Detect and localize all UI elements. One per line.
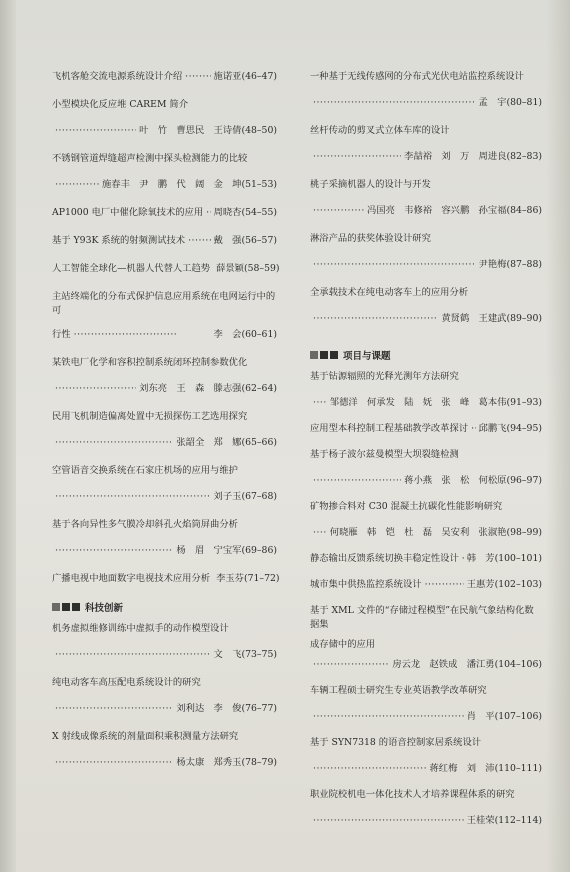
toc-entry <box>52 622 277 662</box>
toc-right-column <box>310 70 542 840</box>
entry-title: 一种基于无线传感网的分布式光伏电站监控系统设计 <box>310 71 524 82</box>
leader-dots <box>74 328 211 342</box>
entry-title: 基于 SYN7318 的语音控制家居系统设计 <box>310 737 482 748</box>
entry-title: 机务虚拟维修训练中虚拟手的动作模型设计 <box>52 623 229 634</box>
entry-authors: 薛景颖 <box>216 263 244 274</box>
section-marker-icon <box>62 603 70 611</box>
entry-pages: (69–86) <box>241 545 277 556</box>
leader-dots <box>55 178 99 192</box>
toc-entry <box>52 572 280 586</box>
entry-title: X 射线成像系统的剂量面积乘积测量方法研究 <box>52 731 239 742</box>
toc-entry <box>310 500 542 540</box>
toc-entry <box>310 286 542 326</box>
toc-entry <box>310 70 542 110</box>
section-header-xiangmu <box>310 348 542 362</box>
entry-pages: (91–93) <box>506 397 542 408</box>
entry-title: 基于杨子波尔兹曼模型大坝裂缝检测 <box>310 449 459 460</box>
leader-dots <box>55 544 173 558</box>
toc-entry <box>52 518 277 558</box>
entry-title: 广播电视中地面数字电视技术应用分析 <box>52 573 211 584</box>
entry-authors: 刘子玉 <box>213 491 242 502</box>
leader-dots <box>185 70 210 84</box>
leader-dots <box>55 648 211 662</box>
toc-entry <box>52 290 277 342</box>
entry-title: 全承载技术在纯电动客车上的应用分析 <box>310 287 469 298</box>
entry-authors: 周晓杏 <box>213 207 242 218</box>
entry-title: 基于 Y93K 系统的射频测试技术 <box>52 235 186 246</box>
toc-entry <box>310 370 542 410</box>
section-marker-icon <box>310 351 318 359</box>
leader-dots <box>206 206 210 220</box>
entry-title: 基于各向异性多气膜冷却斜孔火焰筒屏曲分析 <box>52 519 238 530</box>
toc-entry <box>310 178 542 218</box>
section-marker-icon <box>52 603 60 611</box>
entry-authors: 王桂荣 <box>466 815 495 826</box>
entry-pages: (78–79) <box>241 757 277 768</box>
leader-dots <box>55 436 173 450</box>
toc-entry <box>52 356 277 396</box>
leader-dots <box>462 552 464 566</box>
entry-pages: (62–64) <box>241 383 277 394</box>
leader-dots <box>313 312 438 326</box>
entry-pages: (65–66) <box>241 437 277 448</box>
toc-entry <box>52 730 277 770</box>
entry-authors: 邹德洋 何承发 陆 妩 张 峰 葛本伟 <box>329 397 507 408</box>
leader-dots <box>313 658 389 672</box>
entry-pages: (60–61) <box>241 329 277 340</box>
entry-authors: 李 会 <box>213 329 242 340</box>
entry-title: 小型模块化反应堆 CAREM 简介 <box>52 99 189 110</box>
toc-entry <box>310 684 542 724</box>
toc-entry <box>52 206 277 220</box>
leader-dots <box>313 710 464 724</box>
section-title: 项目与课题 <box>343 351 391 362</box>
leader-dots <box>313 258 476 272</box>
entry-title: 淋浴产品的获奖体验设计研究 <box>310 233 431 244</box>
leader-dots <box>188 234 210 248</box>
entry-title: 桃子采摘机器人的设计与开发 <box>310 179 431 190</box>
leader-dots <box>313 396 327 410</box>
entry-title: 静态输出反馈系统切换丰稳定性设计 <box>310 553 459 564</box>
toc-entry <box>310 124 542 164</box>
entry-title: 基于 XML 文件的“存储过程模型”在民航气象结构化数据集 <box>310 605 534 630</box>
entry-title: 基于钻源辐照的光释光测年方法研究 <box>310 371 459 382</box>
entry-pages: (46–47) <box>241 71 277 82</box>
entry-authors: 何晓雁 韩 铠 杜 磊 吴安利 张淑艳 <box>329 527 507 538</box>
entry-pages: (67–68) <box>241 491 277 502</box>
entry-pages: (82–83) <box>506 151 542 162</box>
entry-pages: (96–97) <box>506 475 542 486</box>
entry-authors: 冯国亮 韦修裕 容兴鹏 孙宝福 <box>366 205 507 216</box>
toc-entry <box>52 676 277 716</box>
toc-left-column <box>52 70 280 784</box>
entry-authors: 邱鹏飞 <box>478 423 507 434</box>
leader-dots <box>313 96 476 110</box>
entry-pages: (73–75) <box>241 649 277 660</box>
entry-authors: 房云龙 赵铁成 潘江勇 <box>392 659 495 670</box>
entry-pages: (89–90) <box>506 313 542 324</box>
section-marker-icon <box>320 351 328 359</box>
toc-entry <box>310 788 542 828</box>
entry-authors: 蒋小燕 张 松 何松原 <box>404 475 507 486</box>
entry-authors: 刘利达 李 俊 <box>176 703 242 714</box>
entry-pages: (110–111) <box>494 763 542 774</box>
entry-pages: (102–103) <box>494 579 542 590</box>
section-marker-icon <box>330 351 338 359</box>
entry-authors: 李喆裕 刘 万 周进良 <box>404 151 507 162</box>
entry-title: 职业院校机电一体化技术人才培养课程体系的研究 <box>310 789 515 800</box>
leader-dots <box>425 578 464 592</box>
toc-entry <box>310 736 542 776</box>
entry-title: 主站终端化的分布式保护信息应用系统在电网运行中的可 <box>52 291 276 316</box>
entry-pages: (56–57) <box>241 235 277 246</box>
entry-title: 纯电动客车高压配电系统设计的研究 <box>52 677 201 688</box>
entry-pages: (98–99) <box>506 527 542 538</box>
entry-authors: 刘东亮 王 森 滕志强 <box>139 383 242 394</box>
toc-entry <box>52 262 280 276</box>
entry-authors: 肖 平 <box>466 711 495 722</box>
entry-authors: 文 飞 <box>213 649 242 660</box>
entry-authors: 叶 竹 曹思民 王诗倩 <box>139 125 242 136</box>
leader-dots <box>55 756 173 770</box>
entry-authors: 戴 强 <box>213 235 242 246</box>
entry-title: 不锈钢管道焊缝超声检测中探头检测能力的比较 <box>52 153 248 164</box>
entry-title: 矿物掺合料对 C30 混凝土抗碳化性能影响研究 <box>310 501 503 512</box>
entry-authors: 韩 芳 <box>466 553 495 564</box>
entry-authors: 王惠芳 <box>466 579 495 590</box>
entry-authors: 蒋红梅 刘 沛 <box>429 763 495 774</box>
toc-entry <box>310 552 542 566</box>
entry-pages: (80–81) <box>506 97 542 108</box>
toc-entry <box>310 232 542 272</box>
entry-title: 车辆工程硕士研究生专业英语教学改革研究 <box>310 685 487 696</box>
toc-entry <box>310 448 542 488</box>
section-title: 科技创新 <box>85 603 124 614</box>
leader-dots <box>313 204 364 218</box>
toc-entry <box>310 422 542 436</box>
entry-pages: (94–95) <box>506 423 542 434</box>
entry-authors: 李玉芬 <box>216 573 244 584</box>
entry-authors: 杨 眉 宁宝军 <box>176 545 242 556</box>
section-header-keji <box>52 600 277 614</box>
entry-pages: (54–55) <box>241 207 277 218</box>
toc-entry <box>310 604 542 672</box>
entry-pages: (84–86) <box>506 205 542 216</box>
entry-title: 空管语音交换系统在石家庄机场的应用与维护 <box>52 465 238 476</box>
leader-dots <box>313 474 401 488</box>
entry-title: 应用型本科控制工程基础教学改革探讨 <box>310 423 469 434</box>
entry-pages: (87–88) <box>506 259 542 270</box>
entry-authors: 黄贤鹤 王建武 <box>441 313 507 324</box>
entry-title-cont: 行性 <box>52 329 71 340</box>
entry-pages: (107–106) <box>494 711 542 722</box>
entry-title: 城市集中供热监控系统设计 <box>310 579 422 590</box>
toc-entry <box>52 70 277 84</box>
entry-authors: 施春丰 尹 鹏 代 阔 金 坤 <box>101 179 242 190</box>
page-binding-shadow <box>0 0 16 872</box>
leader-dots <box>55 124 136 138</box>
section-marker-icon <box>72 603 80 611</box>
entry-title: 人工智能全球化—机器人代替人工趋势 <box>52 263 211 274</box>
leader-dots <box>313 762 427 776</box>
toc-entry <box>310 578 542 592</box>
toc-entry <box>52 410 277 450</box>
entry-title: AP1000 电厂中催化除氧技术的应用 <box>52 207 204 218</box>
toc-entry <box>52 464 277 504</box>
toc-entry <box>52 152 277 192</box>
entry-authors: 尹艳梅 <box>478 259 507 270</box>
entry-authors: 张韶全 郑 娜 <box>176 437 242 448</box>
page-edge-shadow <box>546 0 570 872</box>
leader-dots <box>313 150 401 164</box>
entry-title: 飞机客舱交流电源系统设计介绍 <box>52 71 183 82</box>
toc-entry <box>52 98 277 138</box>
entry-pages: (51–53) <box>241 179 277 190</box>
leader-dots <box>55 702 173 716</box>
entry-pages: (76–77) <box>241 703 277 714</box>
entry-authors: 杨太康 郑秀玉 <box>176 757 242 768</box>
entry-pages: (58–59) <box>243 263 280 274</box>
entry-pages: (112–114) <box>494 815 542 826</box>
toc-entry <box>52 234 277 248</box>
entry-pages: (104–106) <box>494 659 542 670</box>
leader-dots <box>55 490 211 504</box>
leader-dots <box>55 382 136 396</box>
entry-title: 丝杆传动的剪叉式立体车库的设计 <box>310 125 450 136</box>
entry-title: 某铁电厂化学和容积控制系统闭环控制参数优化 <box>52 357 248 368</box>
leader-dots <box>313 526 327 540</box>
entry-authors: 施诺亚 <box>213 71 242 82</box>
entry-title: 民用飞机制造偏离处置中无损探伤工艺选用探究 <box>52 411 248 422</box>
entry-authors: 孟 宇 <box>478 97 507 108</box>
entry-pages: (100–101) <box>494 553 542 564</box>
leader-dots <box>471 422 475 436</box>
entry-pages: (48–50) <box>241 125 277 136</box>
leader-dots <box>313 814 464 828</box>
entry-title-cont: 成存储中的应用 <box>310 639 376 650</box>
entry-pages: (71–72) <box>243 573 280 584</box>
